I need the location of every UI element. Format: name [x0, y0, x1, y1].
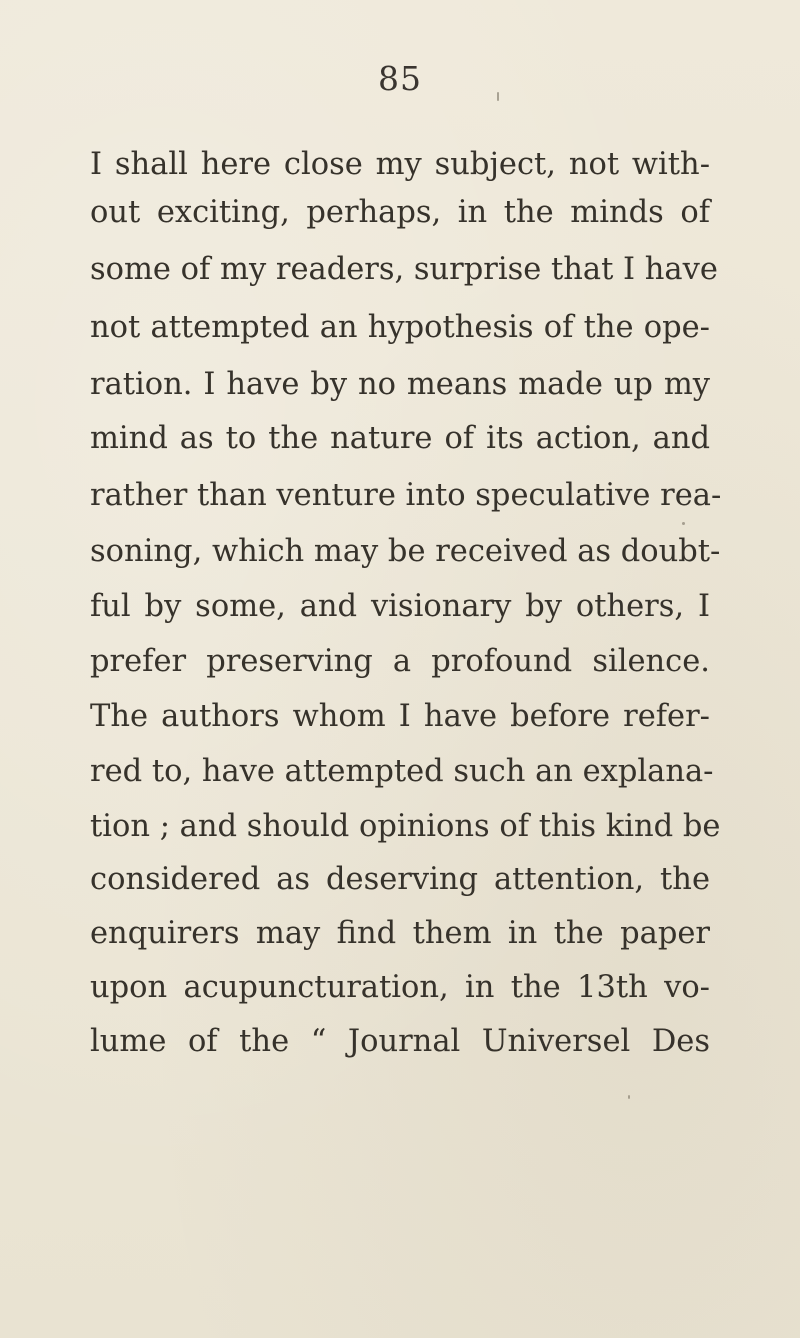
text-line: considered as deserving attention, the [90, 862, 710, 897]
text-line: tion ; and should opinions of this kind be [90, 809, 721, 844]
paper-speck [497, 92, 499, 101]
text-line: some of my readers, surprise that I have [90, 252, 718, 287]
page-number: 85 [378, 59, 422, 98]
text-line: mind as to the nature of its action, and [90, 421, 710, 456]
paper-speck [628, 1095, 630, 1099]
text-line: red to, have attempted such an explana- [90, 754, 714, 789]
text-line: ful by some, and visionary by others, I [90, 589, 710, 624]
text-line: upon acupuncturation, in the 13th vo- [90, 970, 710, 1005]
text-line: out exciting, perhaps, in the minds of [90, 195, 710, 230]
text-line: not attempted an hypothesis of the ope- [90, 310, 710, 345]
paper-speck [682, 522, 685, 525]
text-line: enquirers may find them in the paper [90, 916, 710, 951]
text-line: soning, which may be received as doubt- [90, 534, 721, 569]
text-line: lume of the “ Journal Universel Des [90, 1024, 710, 1059]
text-line: ration. I have by no means made up my [90, 367, 710, 402]
text-line: prefer preserving a profound silence. [90, 644, 710, 679]
text-line: rather than venture into speculative rea- [90, 478, 722, 513]
text-line: I shall here close my subject, not with- [90, 147, 710, 182]
text-line: The authors whom I have before refer- [90, 699, 710, 734]
